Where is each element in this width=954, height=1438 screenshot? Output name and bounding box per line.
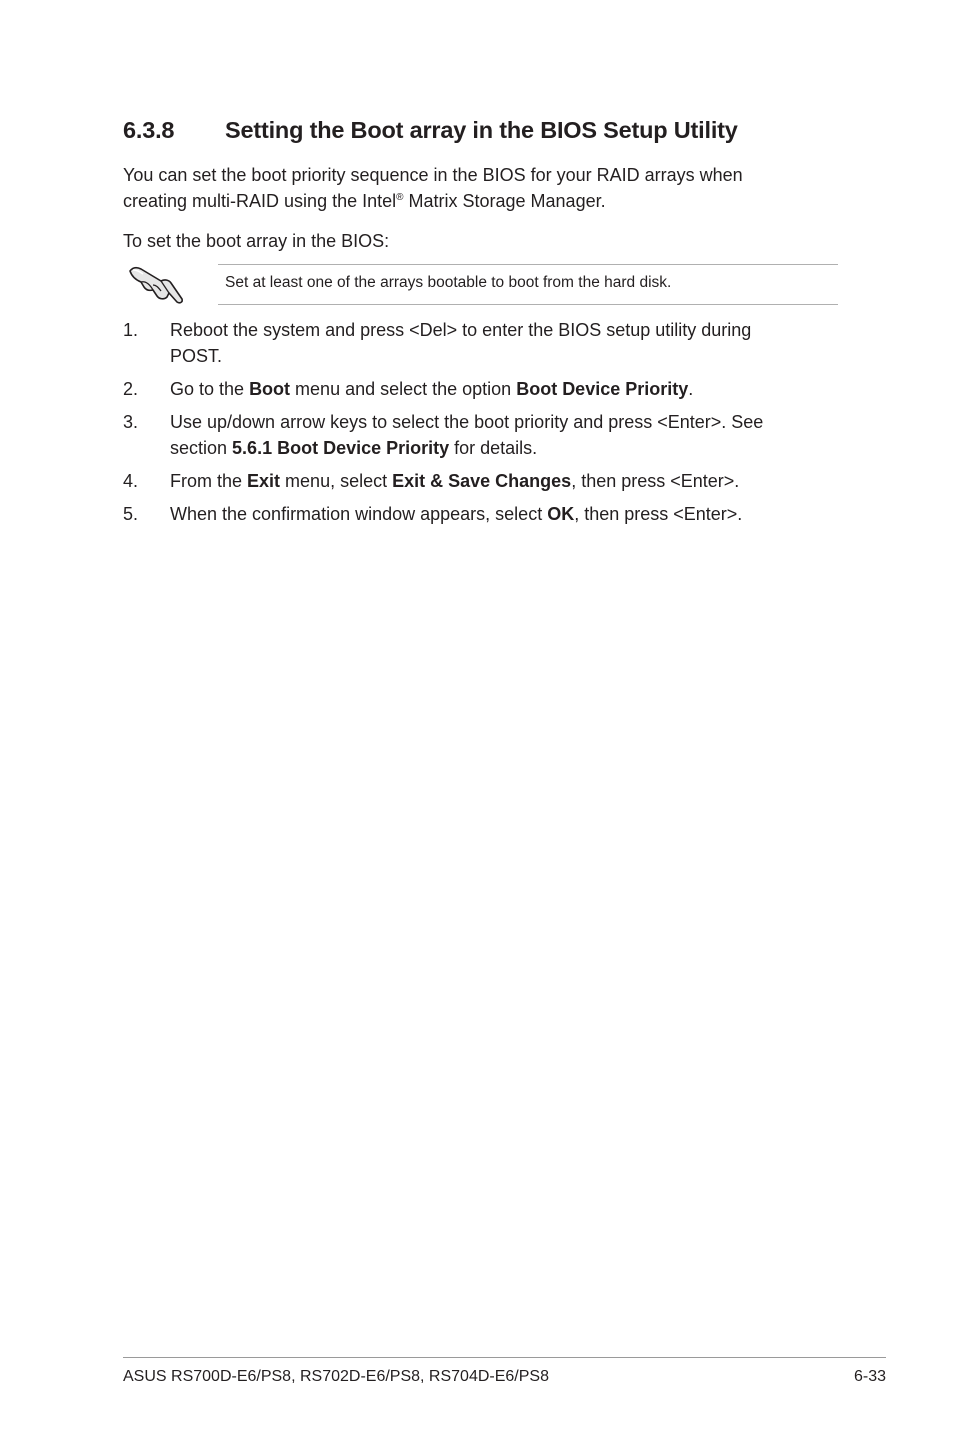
step-number: 1. xyxy=(123,320,139,340)
list-item: 3. Use up/down arrow keys to select the boot priority and press <Enter>. See section 5.6.1 Boot Device Priority for details. xyxy=(123,409,838,461)
section-heading xyxy=(123,117,738,144)
note-rule-top xyxy=(218,264,838,265)
list-item: 2. Go to the Boot menu and select the option Boot Device Priority. xyxy=(123,376,838,402)
section-number: 6.3.8 xyxy=(123,117,175,143)
footer-product-models: ASUS RS700D-E6/PS8, RS702D-E6/PS8, RS704D-E6/PS8 xyxy=(123,1368,549,1385)
note-box xyxy=(123,258,838,308)
list-item: 4. From the Exit menu, select Exit & Save Changes, then press <Enter>. xyxy=(123,468,838,494)
intro-line-2: creating multi-RAID using the Intel® Matrix Storage Manager. xyxy=(123,191,606,211)
note-rule-bottom xyxy=(218,304,838,305)
hand-pointer-icon xyxy=(127,261,187,305)
footer-rule xyxy=(123,1357,886,1358)
list-item: 1. Reboot the system and press <Del> to enter the BIOS setup utility during POST. xyxy=(123,317,838,369)
intro-line-1: You can set the boot priority sequence in the BIOS for your RAID arrays when xyxy=(123,165,743,185)
note-text: Set at least one of the arrays bootable to boot from the hard disk. xyxy=(225,274,672,291)
step-number: 4. xyxy=(123,471,139,491)
registered-mark: ® xyxy=(396,192,404,203)
steps-list xyxy=(123,317,838,534)
step-number: 2. xyxy=(123,379,139,399)
list-item: 5. When the confirmation window appears, select OK, then press <Enter>. xyxy=(123,501,838,527)
step-number: 3. xyxy=(123,412,139,432)
section-title: Setting the Boot array in the BIOS Setup Utility xyxy=(225,117,738,143)
page-number: 6-33 xyxy=(853,1368,886,1385)
lead-text: To set the boot array in the BIOS: xyxy=(123,231,390,251)
step-number: 5. xyxy=(123,504,139,524)
intro-paragraph xyxy=(123,162,743,214)
